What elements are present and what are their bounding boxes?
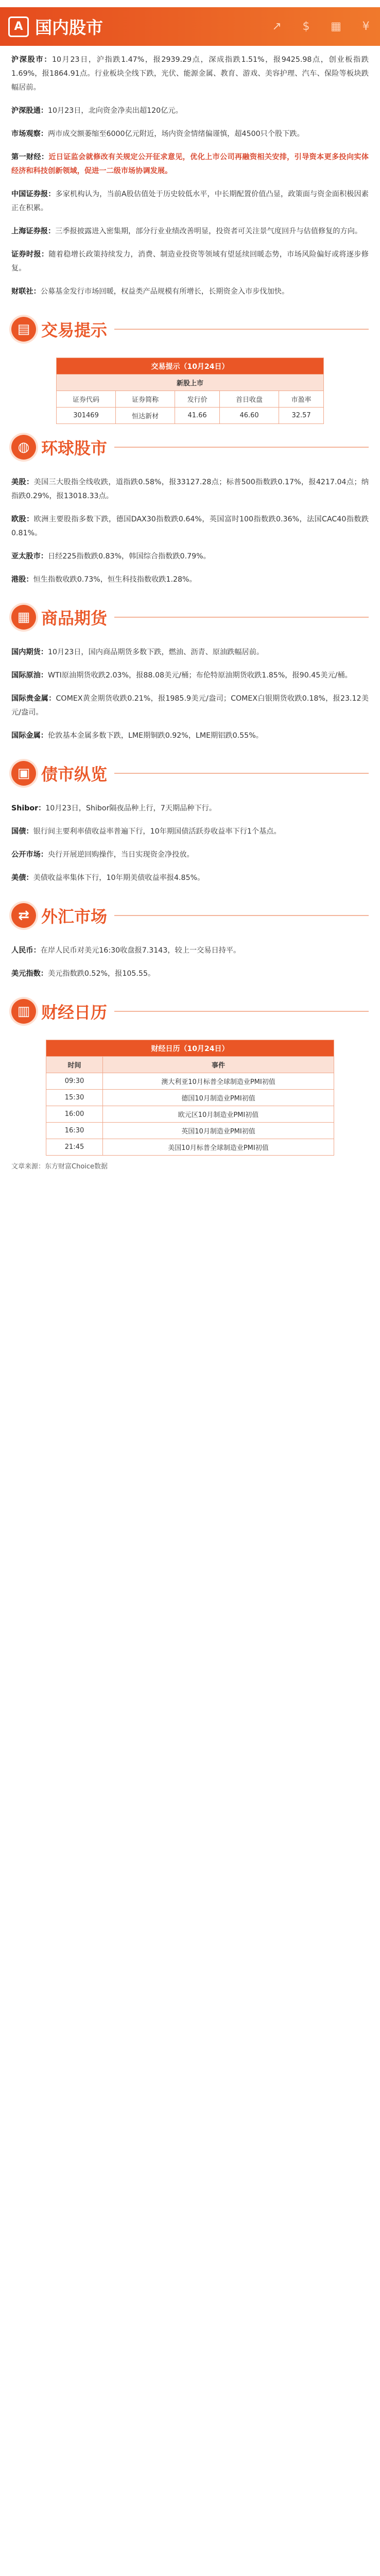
- table-row: [46, 1106, 334, 1123]
- calendar-section: [0, 1032, 380, 1156]
- chart-icon: ↗: [272, 20, 282, 33]
- ipo-section: [0, 350, 380, 424]
- paragraph: 国际金属：伦敦基本金属多数下跌，LME期铜跌0.92%，LME期铝跌0.55%。: [11, 732, 263, 740]
- grid-icon: ▦: [331, 20, 341, 33]
- paragraph: 上海证券报：三季报披露进入密集期，部分行业业绩改善明显，投资者可关注景气度回升与估值修复的方向。: [11, 227, 362, 235]
- section-title-calendar: ▥ 财经日历: [0, 990, 380, 1032]
- divider: [114, 915, 369, 916]
- section-title-commodity: ▦ 商品期货: [0, 596, 380, 638]
- paragraph: 港股：恒生指数收跌0.73%，恒生科技指数收跌1.28%。: [11, 575, 197, 584]
- calendar-table: [46, 1040, 334, 1156]
- document-icon: ▣: [11, 761, 36, 786]
- paragraph: 美债：美债收益率集体下行，10年期美债收益率报4.85%。: [11, 874, 205, 882]
- exchange-icon: ⇄: [11, 903, 36, 928]
- section-title-bond: ▣ 债市纵览: [0, 752, 380, 794]
- paragraph: 证券时报：随着稳增长政策持续发力，消费、制造业投资等领域有望延续回暖态势，市场风险偏好或将逐步修复。: [11, 250, 369, 273]
- section-title-forex: ⇄ 外汇市场: [0, 894, 380, 937]
- divider: [114, 329, 369, 330]
- table-header: 时间: [46, 1057, 103, 1073]
- grid-icon: ▦: [11, 605, 36, 630]
- yen-icon: ¥: [362, 20, 370, 33]
- commodity-section: [0, 638, 380, 743]
- paragraph: Shibor：10月23日，Shibor隔夜品种上行，7天期品种下行。: [11, 804, 217, 812]
- paragraph: 中国证券报：多家机构认为，当前A股估值处于历史较低水平，中长期配置价值凸显，政策面与资金面积极因素正在积累。: [11, 190, 369, 212]
- paragraph: 人民币：在岸人民币对美元16:30收盘报7.3143，较上一交易日持平。: [11, 946, 241, 955]
- table-title: 交易提示（10月24日）: [57, 358, 324, 375]
- table-cell: 欧元区10月制造业PMI初值: [103, 1106, 334, 1123]
- ipo-table: [56, 358, 324, 424]
- table-header: 事件: [103, 1057, 334, 1073]
- table-cell: 41.66: [175, 408, 220, 424]
- divider: [114, 447, 369, 448]
- table-cell: 美国10月标普全球制造业PMI初值: [103, 1139, 334, 1156]
- divider: [114, 1011, 369, 1012]
- globe-icon: ◍: [11, 435, 36, 460]
- table-row: [46, 1123, 334, 1139]
- table-title: 财经日历（10月24日）: [46, 1040, 334, 1057]
- section-title-ipo: ▤ 交易提示: [0, 308, 380, 350]
- paragraph: 欧股：欧洲主要股指多数下跌，德国DAX30指数跌0.64%，英国富时100指数跌0.36%，法国CAC40指数跌0.81%。: [11, 515, 369, 537]
- calendar-icon: ▤: [11, 317, 36, 342]
- bond-section: [0, 794, 380, 885]
- table-row: [46, 1139, 334, 1156]
- table-subtitle: 新股上市: [57, 375, 324, 391]
- paragraph: 公开市场：央行开展逆回购操作，当日实现资金净投放。: [11, 851, 194, 859]
- section-title-global: ◍ 环球股市: [0, 426, 380, 468]
- table-header: 证券代码: [57, 391, 116, 408]
- table-cell: 16:30: [46, 1123, 103, 1139]
- paragraph: 沪深股市：10月23日，沪指跌1.47%，报2939.29点，深成指跌1.51%，报9425.98点，创业板指跌1.69%，报1864.91点。行业板块全线下跌，光伏、能源金属、教育、游戏、美容护理、汽车、保险等板块跌幅居前。: [11, 56, 369, 92]
- table-header: 证券简称: [116, 391, 175, 408]
- forex-section: [0, 937, 380, 981]
- table-cell: 英国10月制造业PMI初值: [103, 1123, 334, 1139]
- paragraph: 沪深股通：10月23日，北向资金净卖出超120亿元。: [11, 107, 183, 115]
- table-header: 首日收盘: [220, 391, 279, 408]
- table-row: [46, 1090, 334, 1106]
- table-cell: 16:00: [46, 1106, 103, 1123]
- table-header: 市盈率: [279, 391, 324, 408]
- table-cell: 46.60: [220, 408, 279, 424]
- banner-decoration: [262, 7, 380, 46]
- divider: [114, 773, 369, 774]
- table-row: [46, 1073, 334, 1090]
- paragraph: 亚太股市：日经225指数跌0.83%，韩国综合指数跌0.79%。: [11, 552, 211, 561]
- global-section: [0, 468, 380, 587]
- paragraph: 国内期货：10月23日，国内商品期货多数下跌，燃油、沥青、原油跌幅居前。: [11, 648, 264, 656]
- paragraph: 国债：银行间主要利率债收益率普遍下行，10年期国债活跃券收益率下行1个基点。: [11, 827, 281, 836]
- table-cell: 15:30: [46, 1090, 103, 1106]
- paragraph: 美元指数：美元指数跌0.52%，报105.55。: [11, 970, 156, 978]
- logo-icon: A: [8, 16, 29, 37]
- paragraph: 财联社：公募基金发行市场回暖，权益类产品规模有所增长，长期资金入市步伐加快。: [11, 287, 289, 296]
- table-cell: 恒达新材: [116, 408, 175, 424]
- table-cell: 德国10月制造业PMI初值: [103, 1090, 334, 1106]
- source-note: 文章来源：东方财富Choice数据: [11, 1163, 108, 1171]
- paragraph: 美股：美国三大股指全线收跌，道指跌0.58%，报33127.28点；标普500指数跌0.17%，报4217.04点；纳指跌0.29%，报13018.33点。: [11, 478, 369, 500]
- dollar-icon: $: [302, 20, 310, 33]
- table-cell: 301469: [57, 408, 116, 424]
- table-cell: 澳大利亚10月标普全球制造业PMI初值: [103, 1073, 334, 1090]
- table-cell: 21:45: [46, 1139, 103, 1156]
- domestic-banner: [0, 7, 380, 46]
- paragraph: 国际贵金属：COMEX黄金期货收跌0.21%，报1985.9美元/盎司；COMEX白银期货收跌0.18%，报23.12美元/盎司。: [11, 694, 369, 717]
- domestic-section: [0, 46, 380, 299]
- table-cell: 32.57: [279, 408, 324, 424]
- table-header: 发行价: [175, 391, 220, 408]
- divider: [114, 617, 369, 618]
- paragraph: 第一财经：近日证监会就修改有关规定公开征求意见，优化上市公司再融资相关安排，引导资本更多投向实体经济和科技创新领域，促进一二级市场协调发展。: [11, 153, 369, 175]
- calendar-icon: ▥: [11, 999, 36, 1024]
- table-cell: 09:30: [46, 1073, 103, 1090]
- banner-title: 国内股市: [35, 18, 103, 38]
- paragraph: 市场观察：两市成交额萎缩至6000亿元附近，场内资金情绪偏谨慎，超4500只个股下跌。: [11, 130, 304, 138]
- paragraph: 国际原油：WTI原油期货收跌2.03%，报88.08美元/桶；布伦特原油期货收跌1.85%，报90.45美元/桶。: [11, 671, 352, 680]
